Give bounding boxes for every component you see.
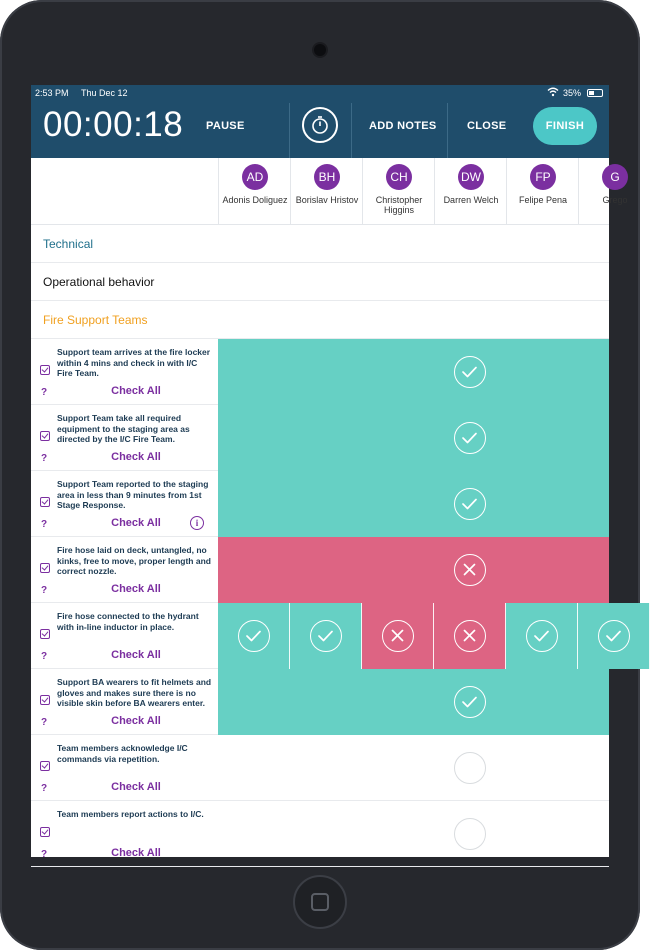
pause-button[interactable]: PAUSE	[206, 120, 245, 132]
avatar: FP	[530, 164, 556, 190]
checkbox-icon[interactable]	[40, 695, 50, 705]
help-icon[interactable]: ?	[41, 585, 48, 596]
task-result-area[interactable]	[218, 339, 609, 405]
x-circle-icon	[382, 620, 414, 652]
task-label	[31, 405, 218, 471]
app-header	[31, 85, 609, 158]
check-circle-icon	[454, 422, 486, 454]
checkbox-icon[interactable]	[40, 827, 50, 837]
participant-name: Felipe Pena	[518, 195, 568, 205]
header-divider	[447, 103, 448, 158]
participant-column[interactable]	[434, 158, 506, 224]
task-result-area[interactable]	[218, 405, 609, 471]
section-operational-behavior[interactable]: Operational behavior	[31, 263, 609, 301]
participant-column[interactable]	[578, 158, 650, 224]
check-circle-icon	[454, 356, 486, 388]
check-circle-icon	[238, 620, 270, 652]
help-icon[interactable]: ?	[41, 519, 48, 530]
check-circle-icon	[526, 620, 558, 652]
task-row	[31, 801, 609, 867]
result-cell[interactable]	[506, 603, 578, 669]
participant-name: Borislav Hristov	[295, 195, 359, 205]
section-technical[interactable]: Technical	[31, 225, 609, 263]
x-circle-icon	[454, 620, 486, 652]
status-time: 2:53 PM	[35, 88, 69, 98]
participant-column[interactable]	[218, 158, 290, 224]
participants-header	[31, 158, 628, 225]
participant-name: Christopher Higgins	[375, 195, 423, 215]
check-all-button[interactable]: Check All	[111, 649, 161, 661]
task-description: Fire hose connected to the hydrant with in-line inductor in place.	[57, 611, 199, 632]
close-button[interactable]: CLOSE	[467, 120, 507, 132]
check-circle-icon	[454, 488, 486, 520]
empty-circle-icon	[454, 752, 486, 784]
check-all-button[interactable]: Check All	[111, 451, 161, 463]
task-label	[31, 801, 218, 867]
task-label	[31, 471, 218, 537]
header-divider	[289, 103, 290, 158]
task-result-area[interactable]	[218, 537, 609, 603]
task-label	[31, 735, 218, 801]
x-circle-icon	[454, 554, 486, 586]
help-icon[interactable]: ?	[41, 453, 48, 464]
task-description: Team members report actions to I/C.	[57, 809, 204, 819]
task-label	[31, 537, 218, 603]
avatar: BH	[314, 164, 340, 190]
check-all-button[interactable]: Check All	[111, 715, 161, 727]
participant-column[interactable]	[506, 158, 578, 224]
status-bar	[31, 85, 609, 103]
task-row	[31, 603, 609, 669]
task-description: Support BA wearers to fit helmets and gloves and makes sure there is no visible skin before BA wearers enter.	[57, 677, 212, 708]
stopwatch-icon[interactable]	[302, 107, 338, 143]
checkbox-icon[interactable]	[40, 497, 50, 507]
checkbox-icon[interactable]	[40, 629, 50, 639]
task-description: Support Team take all required equipment to the staging area as directed by the I/C Fire Team.	[57, 413, 190, 444]
result-cell[interactable]	[434, 603, 506, 669]
participant-name: Darren Welch	[443, 195, 499, 205]
task-result-area[interactable]	[218, 471, 609, 537]
result-cell[interactable]	[218, 603, 290, 669]
battery-percent: 35%	[563, 88, 582, 98]
checkbox-icon[interactable]	[40, 365, 50, 375]
header-divider	[351, 103, 352, 158]
check-all-button[interactable]: Check All	[111, 583, 161, 595]
check-circle-icon	[310, 620, 342, 652]
task-description: Support team arrives at the fire locker within 4 mins and check in with I/C Fire Team.	[57, 347, 211, 378]
task-row	[31, 405, 609, 471]
avatar: AD	[242, 164, 268, 190]
check-all-button[interactable]: Check All	[111, 517, 161, 529]
check-circle-icon	[598, 620, 630, 652]
participant-name: Grego	[602, 195, 628, 205]
task-result-area[interactable]	[218, 801, 609, 867]
task-row	[31, 339, 609, 405]
task-row	[31, 471, 609, 537]
task-row	[31, 735, 609, 801]
avatar: CH	[386, 164, 412, 190]
app-screen	[31, 85, 628, 860]
task-description: Fire hose laid on deck, untangled, no kinks, free to move, proper length and correct nozzle.	[57, 545, 211, 576]
checkbox-icon[interactable]	[40, 431, 50, 441]
task-result-cells	[218, 603, 609, 669]
empty-circle-icon	[454, 818, 486, 850]
participant-column[interactable]	[362, 158, 434, 224]
check-all-button[interactable]: Check All	[111, 781, 161, 793]
finish-button[interactable]: FINISH	[533, 107, 597, 145]
task-label	[31, 669, 218, 735]
elapsed-timer: 00:00:18	[43, 105, 184, 144]
task-description: Support Team reported to the staging area in less than 9 minutes from 1st Stage Response.	[57, 479, 209, 510]
check-circle-icon	[454, 686, 486, 718]
home-button[interactable]	[293, 875, 347, 929]
help-icon[interactable]: ?	[41, 651, 48, 662]
help-icon[interactable]: ?	[41, 387, 48, 398]
help-icon[interactable]: ?	[41, 783, 48, 794]
task-result-area[interactable]	[218, 669, 609, 735]
result-cell[interactable]	[362, 603, 434, 669]
participant-name: Adonis Doliguez	[222, 195, 288, 205]
avatar: G	[602, 164, 628, 190]
task-row	[31, 669, 609, 735]
battery-icon	[587, 89, 603, 97]
camera	[314, 44, 326, 56]
help-icon[interactable]: ?	[41, 717, 48, 728]
checkbox-icon[interactable]	[40, 761, 50, 771]
task-row	[31, 537, 609, 603]
result-cell[interactable]	[578, 603, 650, 669]
task-label	[31, 339, 218, 405]
help-icon[interactable]: ?	[41, 849, 48, 860]
participant-column[interactable]	[290, 158, 362, 224]
status-date: Thu Dec 12	[81, 88, 128, 98]
checkbox-icon[interactable]	[40, 563, 50, 573]
add-notes-button[interactable]: ADD NOTES	[369, 120, 437, 132]
check-all-button[interactable]: Check All	[111, 847, 161, 859]
task-description: Team members acknowledge I/C commands via repetition.	[57, 743, 188, 764]
section-fire-support-teams[interactable]: Fire Support Teams	[31, 301, 609, 339]
check-all-button[interactable]: Check All	[111, 385, 161, 397]
info-icon[interactable]: i	[190, 516, 204, 530]
result-cell[interactable]	[290, 603, 362, 669]
avatar: DW	[458, 164, 484, 190]
wifi-icon	[547, 87, 559, 100]
task-result-area[interactable]	[218, 735, 609, 801]
task-label	[31, 603, 218, 669]
